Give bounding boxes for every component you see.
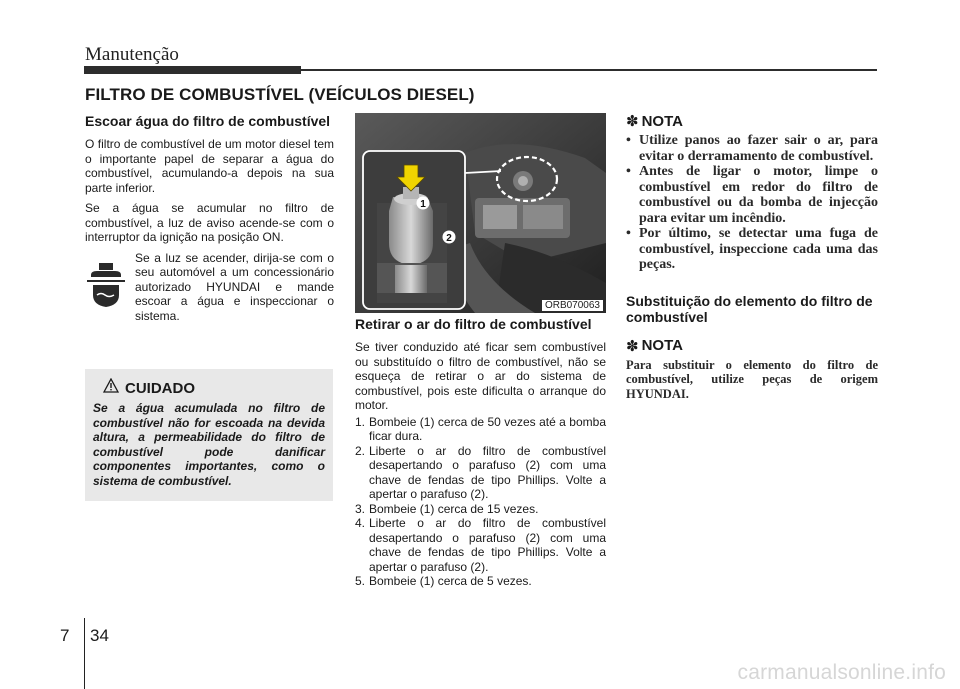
bleed-intro: Se tiver conduzido até ficar sem combustível ou substituído o filtro de combustível, não se esqueça de retirar o ar do sistema de combustível, pois este dificulta o arranque do motor.	[355, 340, 606, 412]
drain-water-section	[85, 113, 334, 329]
drain-heading: Escoar água do filtro de combustível	[85, 113, 331, 129]
drain-paragraph-2: Se a água se acumular no filtro de combustível, a luz de aviso acende-se com o interruptor da ignição na posição ON.	[85, 201, 334, 244]
bleed-step: 5. Bombeie (1) cerca de 5 vezes.	[355, 574, 532, 588]
chapter-number: 7	[60, 626, 70, 645]
chapter-title: Manutenção	[85, 44, 179, 65]
watermark: carmanualsonline.info	[737, 661, 946, 684]
nota-bullet: • Utilize panos ao fazer sair o ar, para evitar o derramamento de combustível.	[626, 133, 878, 164]
nota-heading-2: ✽ NOTA	[626, 337, 683, 355]
notes-column	[626, 112, 878, 401]
nota-bullets	[626, 133, 878, 273]
page-number: 34	[90, 626, 109, 645]
nota-bullet: • Por último, se detectar uma fuga de combustível, inspeccione cada uma das peças.	[626, 226, 878, 272]
nota-heading-1: ✽ NOTA	[626, 112, 683, 130]
warning-triangle-icon	[103, 378, 119, 398]
caution-text: Se a água acumulada no filtro de combustível não for escoada na devida altura, a permeabilidade do filtro de combustível pode danificar componentes importantes, como o sistema de combustível.	[93, 401, 325, 488]
drain-paragraph-1: O filtro de combustível de um motor diesel tem o importante papel de separar a água do combustível, acumulando-a depois na sua parte inferior.	[85, 137, 334, 195]
header-rule	[301, 69, 877, 71]
fuel-filter-photo	[355, 113, 606, 313]
drain-warning-block	[85, 251, 334, 330]
nota-bullet: • Antes de ligar o motor, limpe o combustível em redor do filtro de combustível ou da bomba de injecção para evitar um incêndio.	[626, 164, 878, 226]
drain-paragraph-3: Se a luz se acender, dirija-se com o seu automóvel a um concessionário autorizado HYUNDAI e mande escoar a água e inspeccionar o sistema.	[135, 250, 334, 323]
callout-1: 1	[420, 199, 426, 210]
bleed-steps	[355, 415, 606, 589]
bleed-heading: Retirar o ar do filtro de combustível	[355, 316, 592, 332]
bleed-step: 4. Liberte o ar do filtro de combustível desapertando o parafuso (2) com uma chave de fendas de tipo Phillips. Volte a apertar o parafuso (2).	[355, 516, 606, 574]
section-title: FILTRO DE COMBUSTÍVEL (VEÍCULOS DIESEL)	[85, 85, 475, 104]
caution-box	[85, 369, 333, 501]
photo-code: ORB070063	[542, 300, 603, 311]
nota-star-icon: ✽	[626, 113, 639, 130]
replace-heading: Substituição do elemento do filtro de combustível	[626, 292, 873, 325]
footer-divider	[84, 618, 85, 689]
water-in-fuel-warning-icon	[85, 251, 127, 330]
bleed-step: 3. Bombeie (1) cerca de 15 vezes.	[355, 501, 539, 516]
bleed-air-section	[355, 316, 606, 589]
callout-2: 2	[446, 233, 452, 244]
bleed-step: 2. Liberte o ar do filtro de combustível desapertando o parafuso (2) com uma chave de fendas de tipo Phillips. Volte a apertar o parafuso (2).	[355, 443, 606, 501]
nota-2-text: Para substituir o elemento do filtro de combustível, utilize peças de origem HYUNDAI.	[626, 357, 878, 401]
nota-star-icon: ✽	[626, 337, 639, 355]
header-bar	[84, 66, 301, 74]
caution-title: CUIDADO	[125, 379, 195, 397]
bleed-step: 1. Bombeie (1) cerca de 50 vezes até a bomba ficar dura.	[355, 414, 606, 443]
